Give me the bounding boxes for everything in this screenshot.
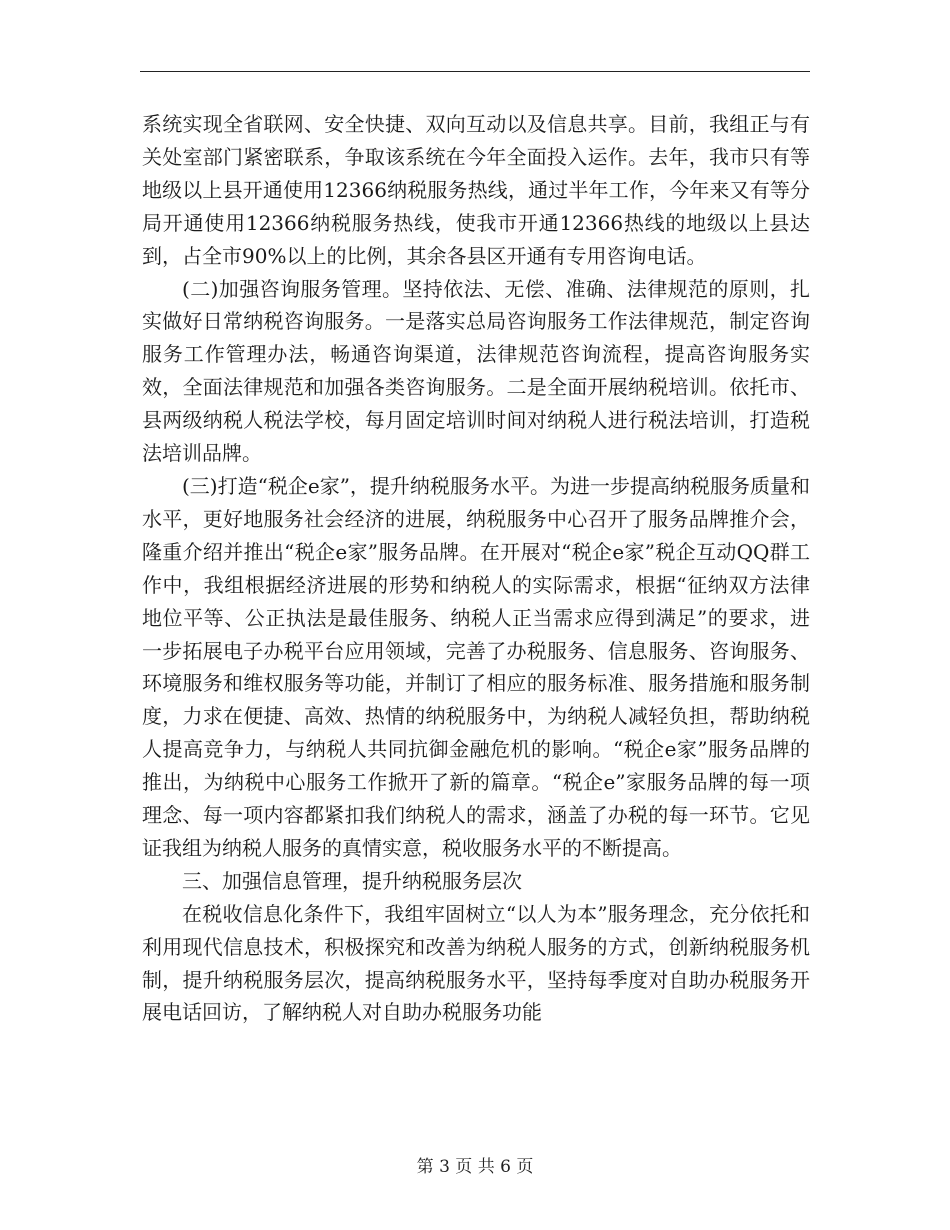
paragraph: 系统实现全省联网、安全快捷、双向互动以及信息共享。目前，我组正与有关处室部门紧密联系，争取该系统在今年全面投入运作。去年，我市只有等地级以上县开通使用12366纳税服务热线，通过半年工作，今年来又有等分局开通使用12366纳税服务热线，使我市开通12366热线的地级以上县达到，占全市90%以上的比例，其余各县区开通有专用咨询电话。 — [142, 112, 810, 268]
section-heading: 三、加强信息管理，提升纳税服务层次 — [182, 868, 522, 893]
paragraph: 在税收信息化条件下，我组牢固树立“以人为本”服务理念，充分依托和利用现代信息技术，积极探究和改善为纳税人服务的方式，创新纳税服务机制，提升纳税服务层次，提高纳税服务水平，坚持每季度对自助办税服务开展电话回访，了解纳税人对自助办税服务功能 — [142, 901, 810, 1025]
body-text — [142, 108, 810, 1029]
page-footer: 第 3 页 共 6 页 — [416, 1157, 534, 1177]
header-rule — [140, 71, 810, 72]
paragraph: (三)打造“税企e家”，提升纳税服务水平。为进一步提高纳税服务质量和水平，更好地服务社会经济的进展，纳税服务中心召开了服务品牌推介会，隆重介绍并推出“税企e家”服务品牌。在开展对“税企e家”税企互动QQ群工作中，我组根据经济进展的形势和纳税人的实际需求，根据“征纳双方法律地位平等、公正执法是最佳服务、纳税人正当需求应得到满足”的要求，进一步拓展电子办税平台应用领域，完善了办税服务、信息服务、咨询服务、环境服务和维权服务等功能，并制订了相应的服务标准、服务措施和服务制度，力求在便捷、高效、热情的纳税服务中，为纳税人减轻负担，帮助纳税人提高竞争力，与纳税人共同抗御金融危机的影响。“税企e家”服务品牌的推出，为纳税中心服务工作掀开了新的篇章。“税企e”家服务品牌的每一项理念、每一项内容都紧扣我们纳税人的需求，涵盖了办税的每一环节。它见证我组为纳税人服务的真情实意，税收服务水平的不断提高。 — [142, 473, 810, 860]
paragraph: (二)加强咨询服务管理。坚持依法、无偿、准确、法律规范的原则，扎实做好日常纳税咨询服务。一是落实总局咨询服务工作法律规范，制定咨询服务工作管理办法，畅通咨询渠道，法律规范咨询流程，提高咨询服务实效，全面法律规范和加强各类咨询服务。二是全面开展纳税培训。依托市、县两级纳税人税法学校，每月固定培训时间对纳税人进行税法培训，打造税法培训品牌。 — [142, 276, 810, 466]
